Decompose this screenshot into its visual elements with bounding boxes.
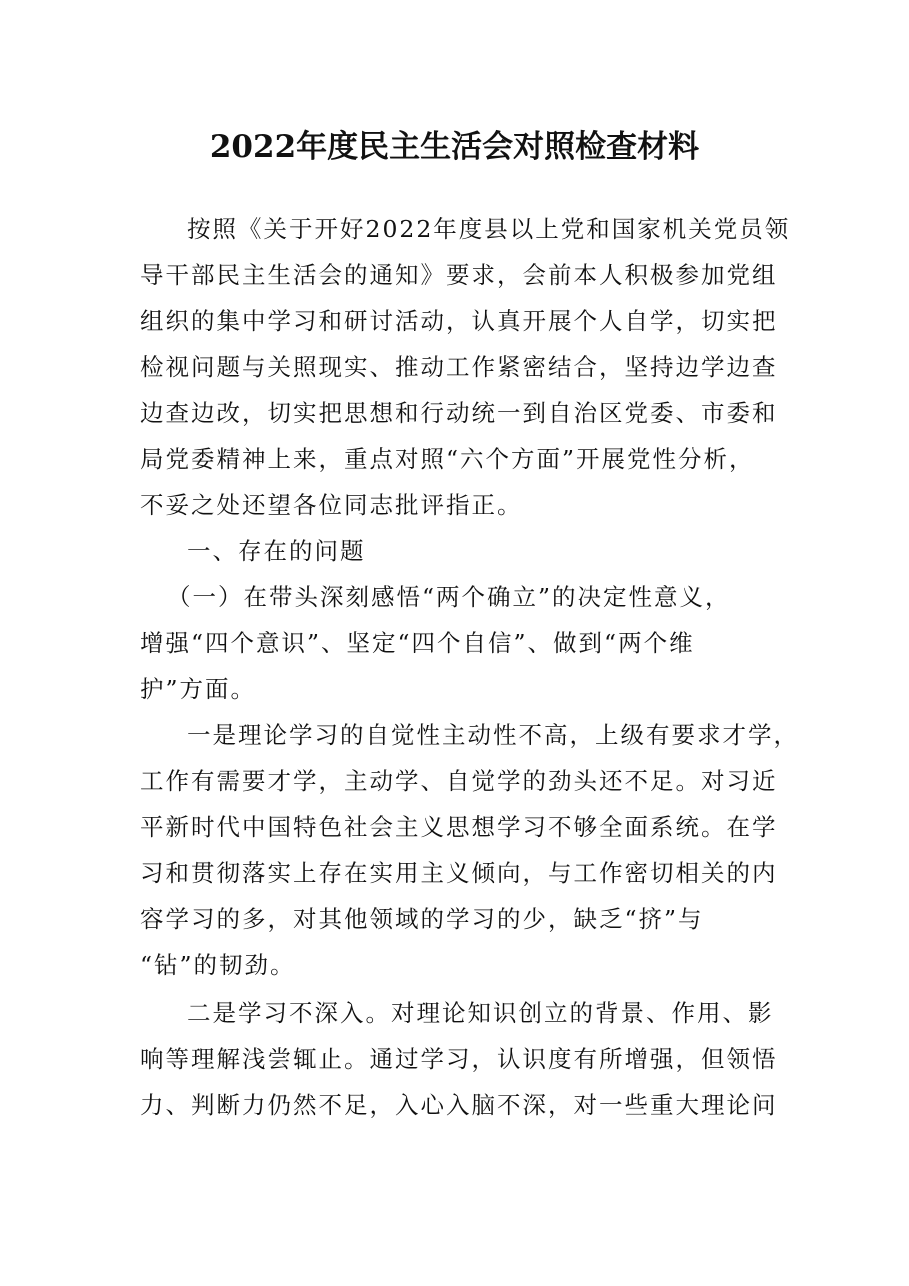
text-line: 响等理解浅尝辄止。通过学习，认识度有所增强，但领悟 bbox=[140, 1045, 778, 1073]
text-line: 习和贯彻落实上存在实用主义倾向，与工作密切相关的内 bbox=[140, 859, 778, 887]
text-line: 按照《关于开好2022年度县以上党和国家机关党员领 bbox=[187, 215, 791, 243]
text-line: 护”方面。 bbox=[140, 675, 257, 703]
text-line: 边查边改，切实把思想和行动统一到自治区党委、市委和 bbox=[140, 399, 778, 427]
text-line: 容学习的多，对其他领域的学习的少，缺乏“挤”与 bbox=[140, 905, 704, 933]
text-line: 二是学习不深入。对理论知识创立的背景、作用、影 bbox=[187, 999, 774, 1027]
text-line: 局党委精神上来，重点对照“六个方面”开展党性分析， bbox=[140, 445, 755, 473]
document-body bbox=[140, 206, 799, 1128]
text-line: “钻”的韧劲。 bbox=[140, 951, 296, 979]
text-line: 不妥之处还望各位同志批评指正。 bbox=[140, 491, 523, 519]
text-line: 工作有需要才学，主动学、自觉学的劲头还不足。对习近 bbox=[140, 767, 778, 795]
text-line: 组织的集中学习和研讨活动，认真开展个人自学，切实把 bbox=[140, 307, 778, 335]
text-line: 检视问题与关照现实、推动工作紧密结合，坚持边学边查 bbox=[140, 353, 778, 381]
text-line: 一、存在的问题 bbox=[187, 537, 366, 565]
text-line: 导干部民主生活会的通知》要求，会前本人积极参加党组 bbox=[140, 261, 778, 289]
text-line: 一是理论学习的自觉性主动性不高，上级有要求才学， bbox=[187, 721, 799, 749]
text-line: 力、判断力仍然不足，入心入脑不深，对一些重大理论问 bbox=[140, 1091, 778, 1119]
text-line: （一）在带头深刻感悟“两个确立”的决定性意义， bbox=[167, 583, 731, 611]
text-line: 平新时代中国特色社会主义思想学习不够全面系统。在学 bbox=[140, 813, 778, 841]
text-line: 增强“四个意识”、坚定“四个自信”、做到“两个维 bbox=[140, 629, 695, 657]
document-title: 2022年度民主生活会对照检查材料 bbox=[209, 129, 700, 165]
